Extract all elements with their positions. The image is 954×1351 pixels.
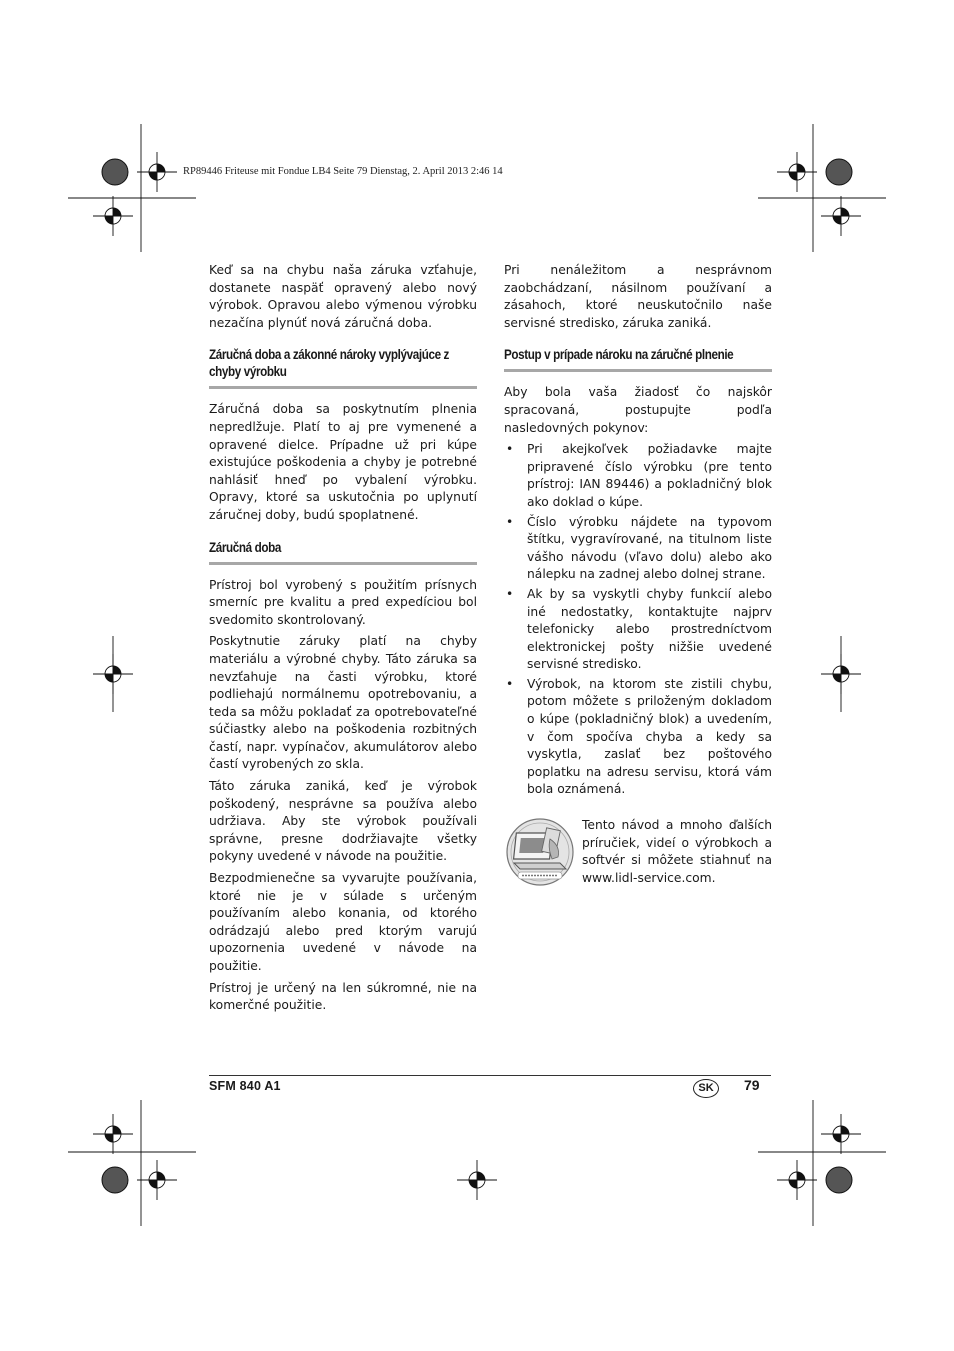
warranty-paragraph-3: Táto záruka zaniká, keď je výrobok poškodený, nesprávne sa používa alebo udržiava. Aby ste výrobok používali správne, presne dodržiavajte všetky pokyny uvedené v návode na použitie.: [209, 779, 477, 864]
claim-procedure-intro: Aby bola vaša žiadosť čo najskôr spracovaná, postupujte podľa nasledovných pokynov:: [504, 385, 772, 435]
section-divider: [209, 562, 477, 565]
warranty-intro-paragraph: Keď sa na chybu naša záruka vzťahuje, dostanete naspäť opravený alebo nový výrobok. Opravou alebo výmenou výrobku nezačína plynúť nová záručná doba.: [209, 263, 477, 330]
language-badge: SK: [693, 1079, 719, 1098]
claim-steps-list: [504, 441, 772, 799]
warranty-paragraph-2: Poskytnutie záruky platí na chyby materiálu a výrobné chyby. Táto záruka sa nevzťahuje na časti výrobku, ktoré podliehajú normálnemu opotrebovaniu, a teda sa môžu pokladať za opotrebovateľné súčiastky alebo na poškodenia rozbitných častí, napr. vypínačov, akumulátorov alebo častí vyrobených zo skla.: [209, 634, 477, 772]
bullet: •: [506, 586, 514, 601]
model-number: SFM 840 A1: [209, 1079, 281, 1093]
lidl-service-laptop-icon: [504, 817, 578, 887]
statutory-claims-paragraph: Záručná doba sa poskytnutím plnenia nepredlžuje. Platí to aj pre vymenené a opravené dielce. Prípadne už pri kúpe existujúce poškodenia a chyby je potrebné nahlásiť hneď po vybalení výrobku. Opravy, ktoré sa uskutočnia po uplynutí záručnej doby, budú spoplatnené.: [209, 402, 477, 522]
left-column: [209, 262, 477, 1019]
section-heading-warranty-period: Záručná doba: [209, 539, 282, 555]
bullet: •: [506, 676, 514, 691]
bullet: •: [506, 442, 514, 457]
warranty-paragraph-4: Bezpodmienečne sa vyvarujte používania, ktoré nie je v súlade s určeným používaním alebo konania, od ktorého odrádzajú alebo pred ktorým varujú upozornenia uvedené v návode na použitie.: [209, 871, 477, 973]
list-item: • Pri akejkoľvek požiadavke majte pripravené číslo výrobku (pre tento prístroj: IAN 89446) a pokladničný blok ako doklad o kúpe.: [506, 442, 772, 509]
warranty-paragraph-1: Prístroj bol vyrobený s použitím prísnych smerníc pre kvalitu a pred expedíciou bol svedomito skontrolovaný.: [209, 577, 477, 627]
top-left-disc: [102, 159, 128, 185]
list-item: • Ak by sa vyskytli chyby funkcií alebo iné nedostatky, kontaktujte najprv telefonicky alebo prostredníctvom elektronickej pošty nižšie uvedené servisné stredisko.: [506, 586, 772, 672]
print-slug: RP89446 Friteuse mit Fondue LB4 Seite 79 Dienstag, 2. April 2013 2:46 14: [183, 166, 503, 177]
download-promo: [504, 817, 772, 887]
page-number: 79: [744, 1077, 760, 1093]
section-divider: [209, 386, 477, 389]
improper-use-paragraph: Pri nenáležitom a nesprávnom zaobchádzaní, násilnom používaní a zásahoch, ktoré neuskutočnilo naše servisné stredisko, záruka zaniká.: [504, 263, 772, 330]
section-heading-statutory-claims: Záručná doba a zákonné nároky vyplývajúce z chyby výrobku: [209, 347, 450, 380]
right-column: [504, 262, 772, 887]
top-right-disc: [826, 159, 852, 185]
list-item: • Výrobok, na ktorom ste zistili chybu, potom môžete s priloženým dokladom o kúpe (pokladničný blok) a uvedením, v čom spočíva chyba a kedy sa vyskytla, zaslať bez poštového poplatku na adresu servisu, ktorá vám bola oznámená.: [506, 676, 772, 797]
download-promo-text: Tento návod a mnoho ďalších príručiek, videí o výrobkoch a softvér si môžete stiahnuť na www.lidl-service.com.: [582, 818, 772, 885]
warranty-paragraph-5: Prístroj je určený na len súkromné, nie na komerčné použitie.: [209, 980, 477, 1013]
footer-divider: [209, 1075, 771, 1076]
bullet: •: [506, 514, 514, 529]
list-item: • Číslo výrobku nájdete na typovom štítku, vygravírované, na titulnom liste vášho návodu (vľavo dolu) alebo ako nálepku na zadnej alebo dolnej strane.: [506, 514, 772, 582]
bottom-right-disc: [826, 1167, 852, 1193]
section-heading-claim-procedure: Postup v prípade nároku na záručné plnenie: [504, 347, 734, 363]
section-divider: [504, 369, 772, 372]
bottom-left-disc: [102, 1167, 128, 1193]
